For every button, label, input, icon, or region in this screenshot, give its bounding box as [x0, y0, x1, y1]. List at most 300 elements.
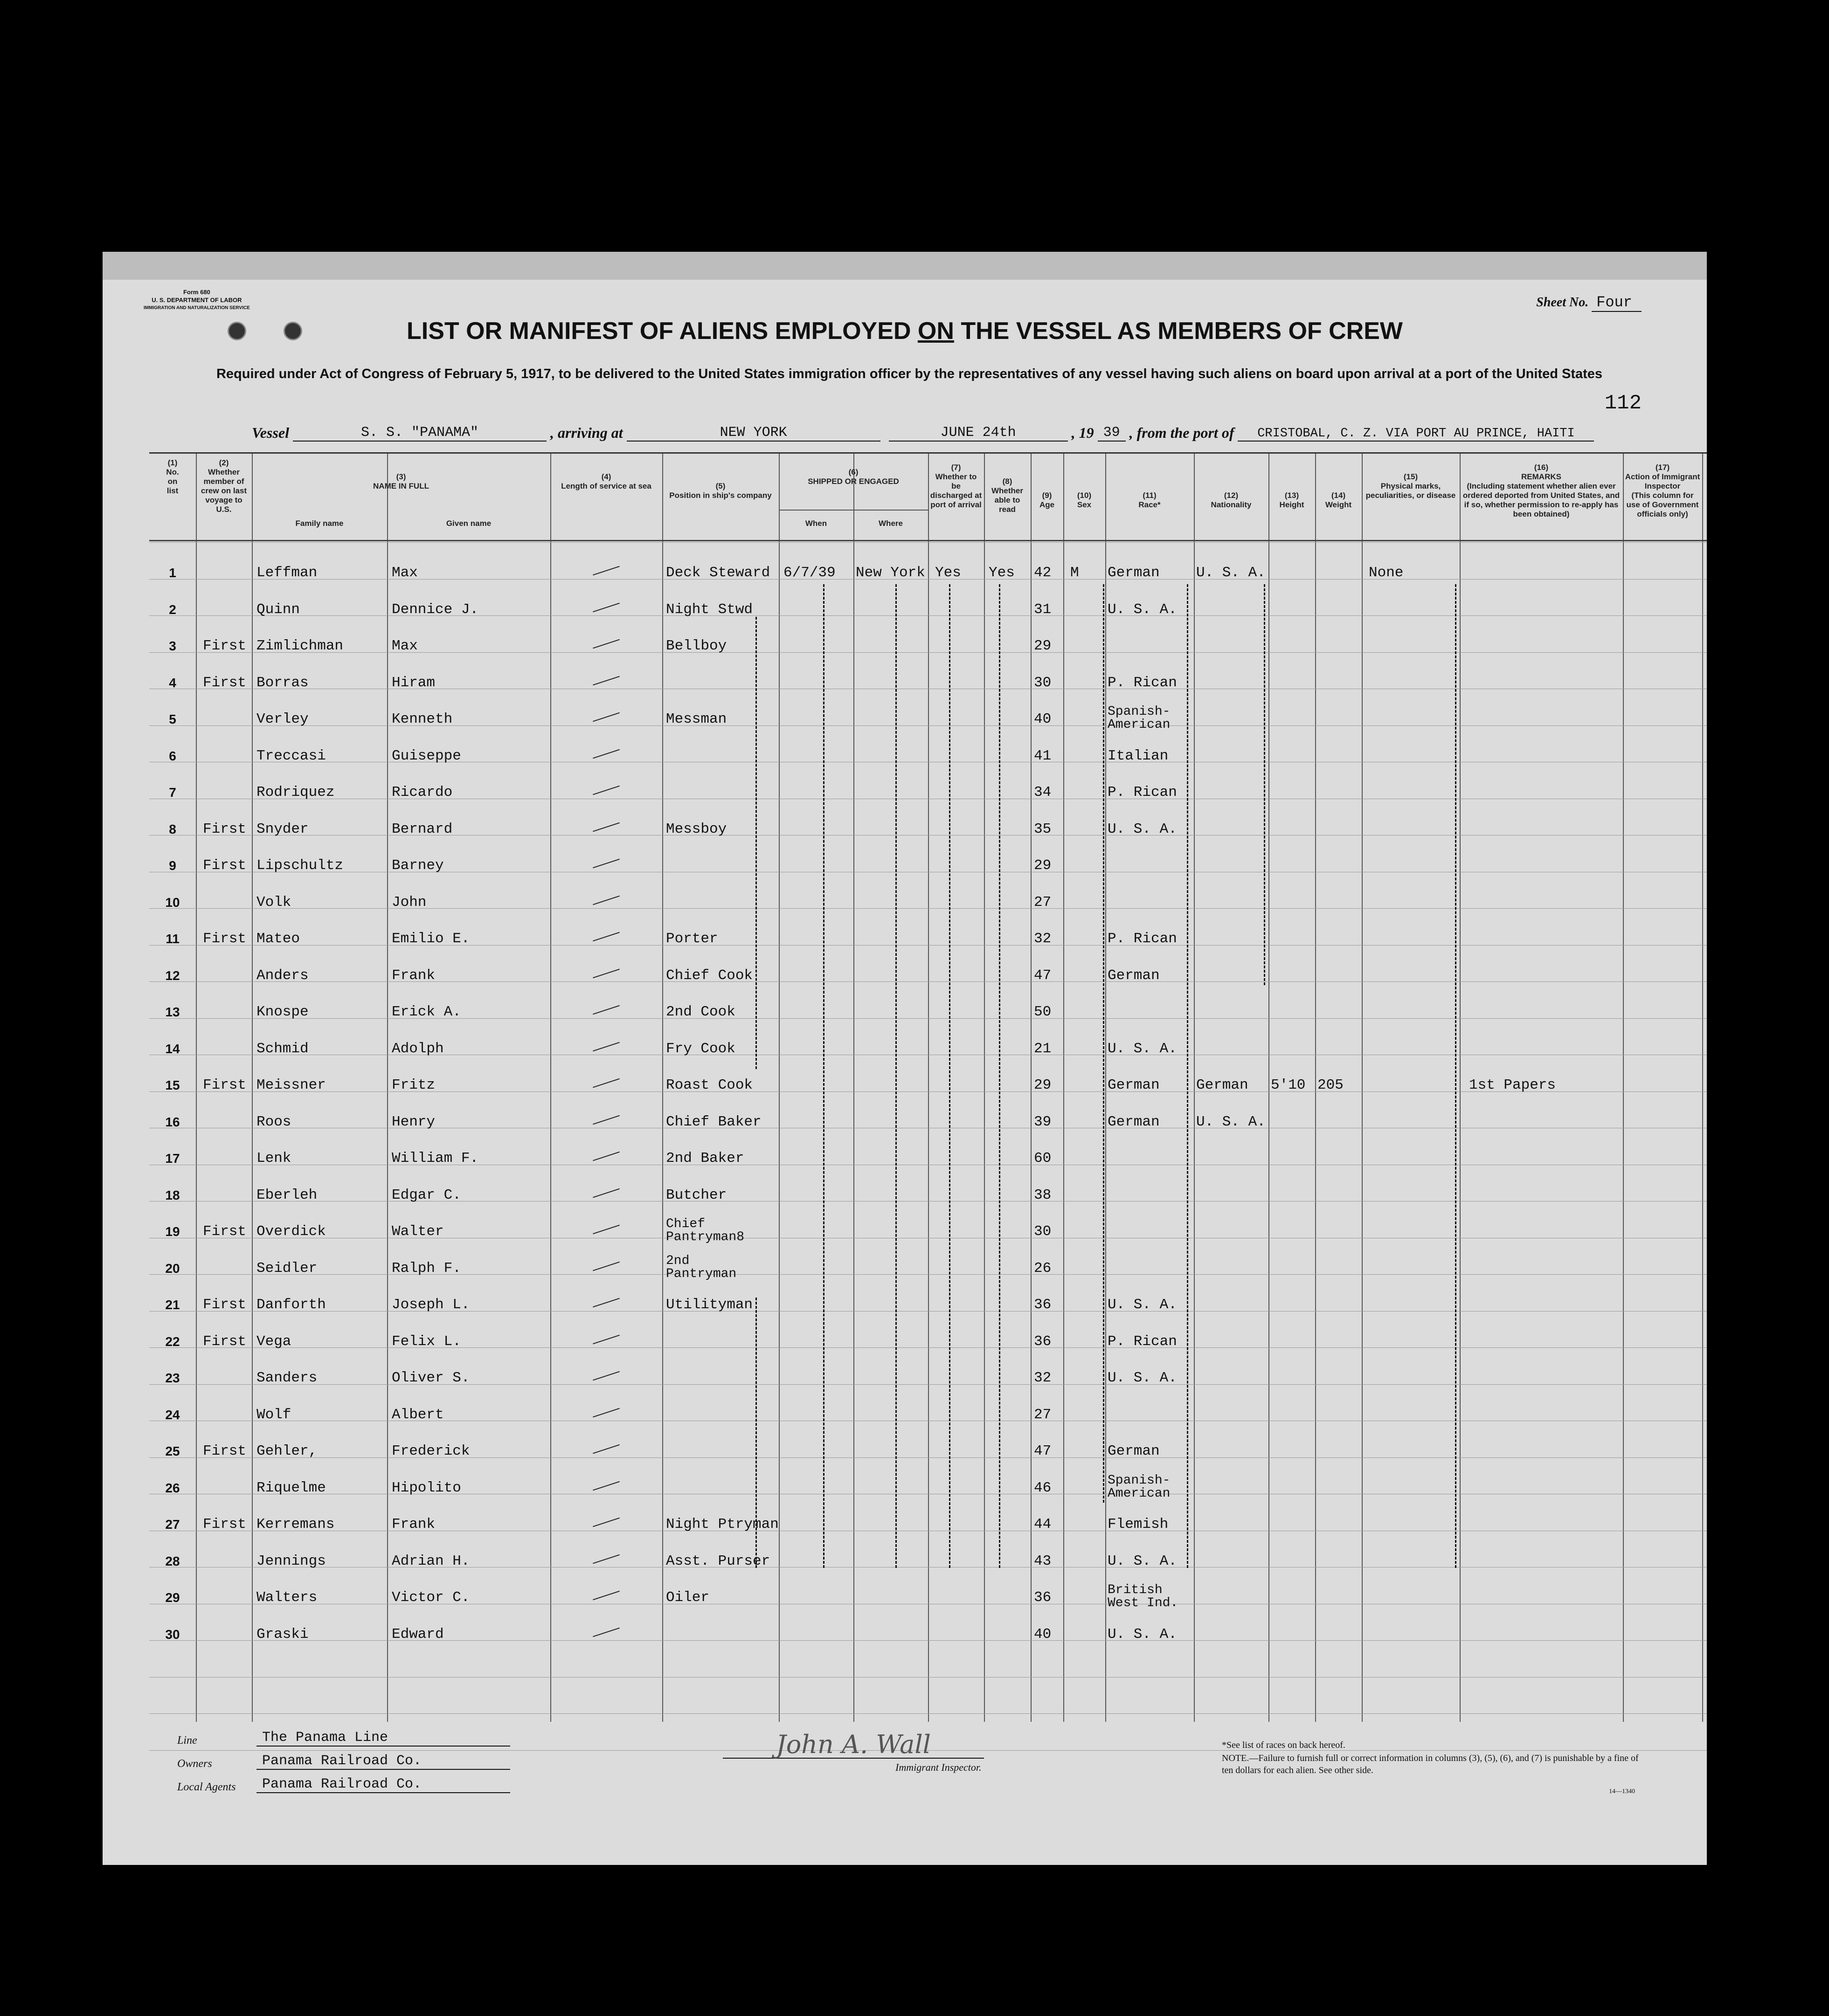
subheader-c3a: Family name [295, 519, 344, 528]
position: Deck Steward [666, 565, 770, 581]
arriving-label: , arriving at [550, 424, 623, 441]
given-name: Max [392, 565, 418, 581]
column-divider [252, 454, 253, 1722]
family-name: Schmid [256, 1040, 309, 1057]
race: German [1108, 565, 1160, 581]
column-divider [1460, 454, 1461, 1722]
position: 2nd Pantryman [666, 1253, 737, 1281]
race: U. S. A. [1108, 1040, 1177, 1057]
family-name: Graski [256, 1626, 309, 1643]
family-name: Rodriquez [256, 784, 335, 801]
position: Night Ptryman [666, 1516, 779, 1533]
given-name: Frank [392, 1516, 436, 1533]
race: Flemish [1108, 1516, 1169, 1533]
age: 27 [1034, 894, 1052, 911]
position: Chief Cook [666, 967, 753, 984]
given-name: Max [392, 638, 418, 654]
family-name: Walters [256, 1589, 318, 1606]
given-name: Barney [392, 857, 444, 874]
discharged: Yes [935, 565, 961, 581]
age: 46 [1034, 1479, 1052, 1496]
given-name: Victor C. [392, 1589, 470, 1606]
race: P. Rican [1108, 1333, 1177, 1350]
family-name: Knospe [256, 1004, 309, 1020]
given-name: Bernard [392, 821, 453, 837]
race: U. S. A. [1108, 1370, 1177, 1386]
given-name: Felix L. [392, 1333, 461, 1350]
age: 38 [1034, 1187, 1052, 1203]
header-c11: (11) Race* [1138, 491, 1161, 509]
check-mark [593, 1042, 620, 1051]
age: 29 [1034, 857, 1052, 874]
family-name: Zimlichman [256, 638, 344, 654]
age: 32 [1034, 1370, 1052, 1386]
department: U. S. DEPARTMENT OF LABOR [152, 297, 242, 304]
header-c5: (5) Position in ship's company [669, 482, 772, 500]
check-mark [593, 676, 620, 685]
inspector-signature: John A. Wall [723, 1730, 984, 1759]
given-name: Emilio E. [392, 931, 470, 947]
arrival-year: 39 [1098, 425, 1126, 442]
grid-line [149, 725, 1707, 726]
owners-label: Owners [177, 1758, 212, 1770]
given-name: Adolph [392, 1040, 444, 1057]
ditto-line [1103, 584, 1106, 1503]
race: Spanish- American [1108, 1473, 1171, 1501]
check-mark [593, 822, 620, 831]
given-name: Joseph L. [392, 1297, 470, 1313]
header-c13: (13) Height [1279, 491, 1304, 509]
age: 40 [1034, 1626, 1052, 1643]
position: 2nd Cook [666, 1004, 735, 1020]
row-number: 29 [165, 1590, 180, 1605]
subheader-c6a: When [805, 519, 827, 528]
given-name: Erick A. [392, 1004, 461, 1020]
header-c9: (9) Age [1039, 491, 1055, 509]
service-name: IMMIGRATION AND NATURALIZATION SERVICE [144, 305, 250, 311]
check-mark [593, 749, 620, 758]
position: Oiler [666, 1589, 710, 1606]
age: 35 [1034, 821, 1052, 837]
given-name: Edgar C. [392, 1187, 461, 1203]
row-number: 17 [165, 1151, 180, 1166]
crew-table [149, 452, 1707, 1722]
arrival-port: NEW YORK [627, 425, 880, 442]
grid-line [149, 1677, 1707, 1678]
given-name: Edward [392, 1626, 444, 1643]
age: 34 [1034, 784, 1052, 801]
family-name: Anders [256, 967, 309, 984]
grid-line [149, 652, 1707, 653]
given-name: Walter [392, 1223, 444, 1240]
check-mark [593, 1627, 620, 1636]
header-c17: (17) Action of Immigrant Inspector (This column for use of Government officials only) [1625, 463, 1700, 518]
prev-voyage: First [203, 1443, 247, 1459]
sheet-label: Sheet No. [1536, 295, 1589, 310]
check-mark [593, 1371, 620, 1381]
grid-line [149, 945, 1707, 946]
ditto-line [895, 584, 898, 1568]
column-divider [550, 454, 551, 1722]
age: 31 [1034, 601, 1052, 618]
given-name: Hiram [392, 674, 436, 691]
position: Porter [666, 931, 718, 947]
grid-line [149, 1347, 1707, 1348]
family-name: Wolf [256, 1406, 291, 1423]
title-part: THE VESSEL AS MEMBERS OF CREW [954, 318, 1403, 345]
column-divider [1315, 454, 1316, 1722]
ditto-line [1264, 584, 1267, 985]
prev-voyage: First [203, 821, 247, 837]
title-part: LIST OR MANIFEST OF ALIENS EMPLOYED [407, 318, 918, 345]
column-divider [1362, 454, 1363, 1722]
row-number: 21 [165, 1298, 180, 1312]
subtitle: Required under Act of Congress of February 5, 1917, to be delivered to the United States immigration officer by the representatives of any vessel having such aliens on board upon arrival at a port of the United States [216, 366, 1603, 381]
row-number: 7 [169, 785, 176, 800]
prev-voyage: First [203, 1297, 247, 1313]
row-number: 1 [169, 566, 176, 580]
age: 47 [1034, 1443, 1052, 1459]
shipped-where: New York [856, 565, 925, 581]
race: U. S. A. [1108, 601, 1177, 618]
subheader-c6b: Where [879, 519, 903, 528]
position: Messboy [666, 821, 727, 837]
sheet-number [1536, 294, 1642, 311]
age: 29 [1034, 1077, 1052, 1093]
family-name: Borras [256, 674, 309, 691]
race: German [1108, 1443, 1160, 1459]
grid-line [149, 1018, 1707, 1019]
family-name: Overdick [256, 1223, 326, 1240]
row-number: 12 [165, 968, 180, 983]
header-c3: (3) NAME IN FULL [373, 472, 429, 490]
race: U. S. A. [1108, 1626, 1177, 1643]
family-name: Riquelme [256, 1479, 326, 1496]
family-name: Snyder [256, 821, 309, 837]
age: 30 [1034, 674, 1052, 691]
row-number: 10 [165, 895, 180, 910]
row-number: 4 [169, 675, 176, 690]
column-divider [1194, 454, 1195, 1722]
row-number: 5 [169, 712, 176, 726]
family-name: Jennings [256, 1553, 326, 1569]
check-mark [593, 1518, 620, 1527]
family-name: Danforth [256, 1297, 326, 1313]
row-number: 18 [165, 1188, 180, 1202]
check-mark [593, 1188, 620, 1197]
check-mark [593, 1334, 620, 1344]
header-c16: (16) REMARKS (Including statement whether alien ever ordered deported from United States, and if so, whether permission to re-apply has been obtained) [1462, 463, 1620, 518]
page-number: 112 [1604, 392, 1642, 415]
age: 36 [1034, 1297, 1052, 1313]
column-divider [1623, 454, 1624, 1722]
family-name: Kerremans [256, 1516, 335, 1533]
check-mark [593, 566, 620, 575]
form-code: 14—1340 [1609, 1788, 1635, 1795]
ditto-line [949, 584, 952, 1568]
row-number: 6 [169, 748, 176, 763]
given-name: William F. [392, 1150, 479, 1167]
given-name: Adrian H. [392, 1553, 470, 1569]
grid-line [149, 1713, 1707, 1714]
row-number: 24 [165, 1407, 180, 1422]
grid-line [149, 615, 1707, 616]
agents-label: Local Agents [177, 1781, 236, 1793]
family-name: Seidler [256, 1260, 318, 1277]
age: 30 [1034, 1223, 1052, 1240]
race: P. Rican [1108, 931, 1177, 947]
agents-value: Panama Railroad Co. [256, 1776, 510, 1793]
column-divider [1268, 454, 1269, 1722]
check-mark [593, 1408, 620, 1417]
row-number: 25 [165, 1444, 180, 1458]
check-mark [593, 895, 620, 904]
age: 27 [1034, 1406, 1052, 1423]
race: Spanish- American [1108, 704, 1171, 732]
column-divider [387, 454, 388, 1722]
position: Fry Cook [666, 1040, 735, 1057]
family-name: Lenk [256, 1150, 291, 1167]
position: Bellboy [666, 638, 727, 654]
physical-marks: None [1369, 565, 1404, 581]
header-c10: (10) Sex [1077, 491, 1092, 509]
age: 39 [1034, 1113, 1052, 1130]
header-c4: (4) Length of service at sea [561, 472, 651, 490]
departure-port: CRISTOBAL, C. Z. VIA PORT AU PRINCE, HAITI [1238, 427, 1594, 442]
age: 29 [1034, 638, 1052, 654]
age: 26 [1034, 1260, 1052, 1277]
column-divider [662, 454, 663, 1722]
row-number: 23 [165, 1371, 180, 1385]
age: 21 [1034, 1040, 1052, 1057]
family-name: Eberleh [256, 1187, 318, 1203]
position: Chief Baker [666, 1113, 762, 1130]
column-divider [779, 454, 780, 1722]
check-mark [593, 1444, 620, 1454]
position: Messman [666, 711, 727, 727]
prev-voyage: First [203, 1223, 247, 1240]
position: 2nd Baker [666, 1150, 744, 1167]
grid-line [149, 908, 1707, 909]
given-name: Albert [392, 1406, 444, 1423]
column-divider [196, 454, 197, 1722]
ditto-line [755, 1298, 758, 1568]
row-number: 11 [166, 932, 180, 946]
age: 42 [1034, 565, 1052, 581]
sex: M [1070, 565, 1079, 581]
arrival-date: JUNE 24th [889, 425, 1068, 442]
subheader-c3b: Given name [446, 519, 492, 528]
inspector-label: Immigrant Inspector. [895, 1761, 982, 1773]
check-mark [593, 1152, 620, 1161]
line-label: Line [177, 1734, 197, 1747]
race: U. S. A. [1108, 821, 1177, 837]
prev-voyage: First [203, 674, 247, 691]
family-name: Sanders [256, 1370, 318, 1386]
race: German [1108, 1077, 1160, 1093]
vessel-label: Vessel [252, 424, 289, 441]
row-number: 19 [165, 1224, 180, 1239]
from-label: , from the port of [1129, 424, 1234, 441]
family-name: Leffman [256, 565, 318, 581]
age: 41 [1034, 747, 1052, 764]
row-number: 16 [165, 1114, 180, 1129]
position: Roast Cook [666, 1077, 753, 1093]
footer [103, 1725, 1707, 1856]
check-mark [593, 712, 620, 722]
vessel-line [252, 424, 1594, 442]
position: Utilityman [666, 1297, 753, 1313]
header-c7: (7) Whether to be discharged at port of arrival [930, 463, 982, 509]
check-mark [593, 968, 620, 978]
race: Italian [1108, 747, 1169, 764]
ditto-line [755, 617, 758, 1069]
family-name: Verley [256, 711, 309, 727]
given-name: Ricardo [392, 784, 453, 801]
grid-line [149, 981, 1707, 982]
given-name: Fritz [392, 1077, 436, 1093]
row-number: 15 [165, 1078, 180, 1092]
given-name: John [392, 894, 427, 911]
check-mark [593, 1115, 620, 1124]
prev-voyage: First [203, 1516, 247, 1533]
check-mark [593, 1005, 620, 1015]
form-number: Form 680 [183, 289, 210, 296]
check-mark [593, 1225, 620, 1234]
given-name: Ralph F. [392, 1260, 461, 1277]
grid-line [149, 1311, 1707, 1312]
check-mark [593, 1481, 620, 1490]
title-part: ON [917, 318, 954, 345]
race: British West Ind. [1108, 1583, 1178, 1610]
race: U. S. A. [1108, 1297, 1177, 1313]
family-name: Treccasi [256, 747, 326, 764]
sheet-value: Four [1592, 294, 1642, 312]
shipped-when: 6/7/39 [783, 565, 836, 581]
race: German [1108, 967, 1160, 984]
check-mark [593, 859, 620, 868]
family-name: Gehler, [256, 1443, 318, 1459]
grid-line [149, 579, 1707, 580]
weight: 205 [1317, 1077, 1344, 1093]
check-mark [593, 1298, 620, 1307]
races-note: *See list of races on back hereof. [1222, 1740, 1345, 1750]
nationality: German [1196, 1077, 1248, 1093]
check-mark [593, 932, 620, 941]
family-name: Vega [256, 1333, 291, 1350]
check-mark [593, 1554, 620, 1563]
given-name: Frederick [392, 1443, 470, 1459]
page-title [103, 317, 1707, 345]
column-divider [1031, 454, 1032, 1722]
age: 32 [1034, 931, 1052, 947]
penalty-note: NOTE.—Failure to furnish full or correct information in columns (3), (5), (6), and (7) is punishable by a fine of ten dollars for each alien. See other side. [1222, 1753, 1639, 1775]
column-divider [928, 454, 929, 1722]
year-prefix: , 19 [1071, 424, 1094, 441]
line-value: The Panama Line [256, 1730, 510, 1747]
family-name: Roos [256, 1113, 291, 1130]
column-divider [1702, 454, 1703, 1722]
grid-line [149, 1274, 1707, 1275]
check-mark [593, 639, 620, 649]
header-c2: (2) Whether member of crew on last voyage to U.S. [201, 458, 247, 514]
given-name: Henry [392, 1113, 436, 1130]
age: 43 [1034, 1553, 1052, 1569]
family-name: Quinn [256, 601, 300, 618]
remarks: 1st Papers [1469, 1077, 1556, 1093]
check-mark [593, 602, 620, 612]
race: German [1108, 1113, 1160, 1130]
row-number: 14 [165, 1041, 180, 1056]
nationality: U. S. A. [1196, 1113, 1266, 1130]
height: 5'10 [1271, 1077, 1306, 1093]
row-number: 22 [165, 1334, 180, 1349]
row-number: 9 [169, 858, 176, 873]
manifest-sheet [103, 252, 1707, 1865]
row-number: 13 [165, 1005, 180, 1019]
check-mark [593, 1261, 620, 1270]
age: 36 [1034, 1589, 1052, 1606]
age: 60 [1034, 1150, 1052, 1167]
grid-line [149, 1457, 1707, 1458]
ditto-line [823, 584, 826, 1568]
position: Chief Pantryman8 [666, 1217, 745, 1244]
row-number: 8 [169, 822, 176, 836]
row-number: 3 [169, 639, 176, 653]
race: U. S. A. [1108, 1553, 1177, 1569]
grid-line [149, 542, 1707, 543]
header-c6: (6) SHIPPED OR ENGAGED [808, 468, 899, 486]
given-name: Kenneth [392, 711, 453, 727]
given-name: Hipolito [392, 1479, 461, 1496]
row-number: 30 [165, 1627, 180, 1642]
age: 47 [1034, 967, 1052, 984]
given-name: Dennice J. [392, 601, 479, 618]
given-name: Frank [392, 967, 436, 984]
check-mark [593, 1078, 620, 1088]
prev-voyage: First [203, 857, 247, 874]
ditto-line [999, 584, 1002, 1568]
position: Asst. Purser [666, 1553, 770, 1569]
column-divider [984, 454, 985, 1722]
header-rule [149, 540, 1707, 541]
family-name: Meissner [256, 1077, 326, 1093]
given-name: Guiseppe [392, 747, 461, 764]
ditto-line [1455, 584, 1458, 1568]
column-divider [853, 454, 854, 1722]
header-c8: (8) Whether able to read [991, 477, 1023, 514]
owners-value: Panama Railroad Co. [256, 1753, 510, 1770]
family-name: Mateo [256, 931, 300, 947]
prev-voyage: First [203, 1077, 247, 1093]
row-number: 20 [165, 1261, 180, 1276]
race: P. Rican [1108, 784, 1177, 801]
prev-voyage: First [203, 638, 247, 654]
header-c15: (15) Physical marks, peculiarities, or disease [1365, 472, 1456, 500]
family-name: Volk [256, 894, 291, 911]
family-name: Lipschultz [256, 857, 344, 874]
header-c14: (14) Weight [1325, 491, 1352, 509]
header-c12: (12) Nationality [1211, 491, 1252, 509]
subheader-rule [779, 510, 928, 511]
given-name: Oliver S. [392, 1370, 470, 1386]
row-number: 28 [165, 1553, 180, 1568]
ditto-line [1187, 584, 1190, 1568]
nationality: U. S. A. [1196, 565, 1266, 581]
position: Night Stwd [666, 601, 753, 618]
grid-line [149, 1640, 1707, 1641]
vessel-name: S. S. "PANAMA" [293, 425, 547, 442]
